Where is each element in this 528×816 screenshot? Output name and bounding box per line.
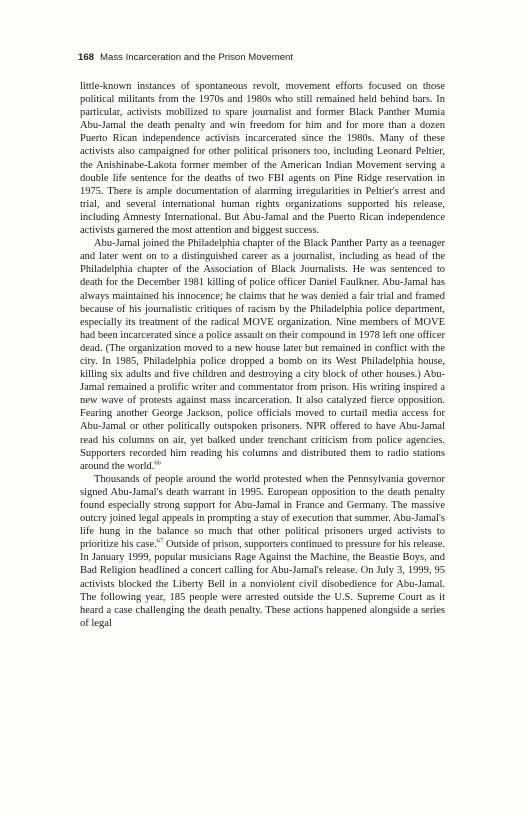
paragraph-3-text: Thousands of people around the world protested when the Pennsylvania governor signed Abu-Jamal's death warrant in 1995. European opposition to the death penalty found especially strong support for Abu-Jamal in France and Germany. The massive outcry joined legal appeals in prompting a stay of execution that summer. Abu-Jamal's life hung in the balance so much that other political prisoners urged activists to prioritize his case. [80, 473, 445, 551]
page-number: 168 [78, 52, 95, 63]
paragraph-3-text-cont: Outside of prison, supporters continued to pressure for his release. In January 1999, popular musicians Rage Against the Machine, the Beastie Boys, and Bad Religion headlined a concert calling for Abu-Jamal's release. On July 3, 1999, 95 activists blocked the Liberty Bell in a nonviolent civil disobedience for Abu-Jamal. The following year, 185 people were arrested outside the U.S. Supreme Court as it heard a case challenging the death penalty. These actions happened alongside a series of legal [80, 539, 445, 629]
paragraph-1 [80, 80, 445, 237]
running-head [78, 52, 458, 64]
paragraph-2-text: Abu-Jamal joined the Philadelphia chapter of the Black Panther Party as a teenager and later went on to a distinguished career as a journalist, including as head of the Philadelphia chapter of the Association of Black Journalists. He was sentenced to death for the December 1981 killing of police officer Daniel Faulkner. Abu-Jamal has always maintained his innocence; he claims that he was denied a fair trial and framed because of his journalistic critiques of racism by the Philadelphia police department, especially its treatment of the radical MOVE organization. Nine members of MOVE had been incarcerated since a police assault on their compound in 1978 left one officer dead. (The organization moved to a new house later but remained in conflict with the city. In 1985, Philadelphia police dropped a bomb on its West Philadelphia house, killing six adults and five children and destroying a city block of other houses.) Abu-Jamal remained a prolific writer and commentator from prison. His writing inspired a new wave of protests against mass incarceration. It also catalyzed fierce opposition. Fearing another George Jackson, police officials moved to curtail media access for Abu-Jamal or other politically outspoken prisoners. NPR offered to have Abu-Jamal read his columns on air, yet balked under trenchant criticism from police agencies. Supporters recorded him reading his columns and distributed them to radio stations around the world. [80, 238, 445, 472]
footnote-marker: 66 [154, 459, 161, 467]
paragraph-3 [80, 473, 445, 630]
running-head-title: Mass Incarceration and the Prison Movement [100, 52, 294, 63]
body-text [80, 80, 445, 630]
paragraph-2 [80, 237, 445, 473]
footnote-marker: 67 [156, 537, 164, 545]
paragraph-1-text: little-known instances of spontaneous revolt, movement efforts focused on those political militants from the 1970s and 1980s who still remained held behind bars. In particular, activists mobilized to spare journalist and former Black Panther Mumia Abu-Jamal the death penalty and win freedom for him and for more than a dozen Puerto Rican independence activists incarcerated since the 1980s. Many of these activists also campaigned for other political prisoners too, including Leonard Peltier, the Anishinabe-Lakota former member of the American Indian Movement serving a double life sentence for the deaths of two FBI agents on Pine Ridge reservation in 1975. There is ample documentation of alarming irregularities in Peltier's arrest and trial, and several international human rights organizations supported his release, including Amnesty International. But Abu-Jamal and the Puerto Rican independence activists garnered the most attention and biggest success. [80, 81, 445, 237]
